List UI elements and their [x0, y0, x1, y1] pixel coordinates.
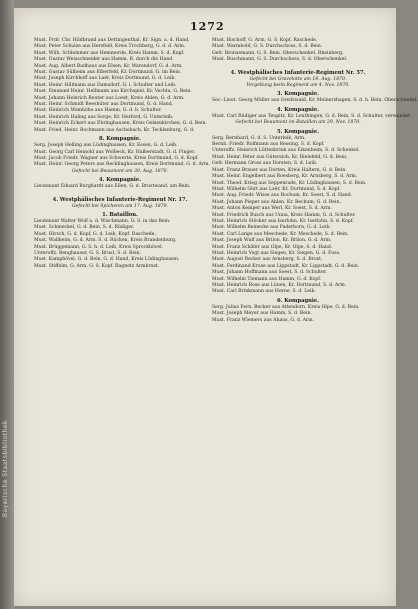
right-spacer	[212, 64, 384, 68]
right-heading: 3. Kompagnie.	[276, 91, 320, 98]
left-entry: Must. Brüggemann, G. S. h. d. Leib, Kreis Sprockhövel.	[34, 244, 164, 250]
right-entry: Must. Wilhelm Reinecke aus Paderborn, G. d. Leib.	[212, 225, 331, 231]
right-entry: Must. Joseph Wulf aus Brilon, Kr. Brilon, G. d. Arm.	[212, 238, 332, 244]
right-entry: Must. Anton Kemper aus Werl, Kr. Soest, S. d. Arm.	[212, 206, 332, 212]
left-entry: Must. Emanuel Heinr. Hellmann aus Kirchspiel, Kr. Vechta, G. Bein.	[34, 89, 192, 95]
library-watermark: Bayerische Staatsbibliothek	[2, 420, 9, 518]
right-entry: Must. Buschmann, G. S. Durchschoss, S. d. Oberschenkel.	[212, 57, 348, 63]
left-entry: Must. Heinr. Schmidt Beeshüter aus Dortmund, G. d. Hand.	[34, 102, 174, 108]
left-entry: Must. Johann Heinrich Reuter aus Loest, Kreis Ahlen, G. d. Arm.	[34, 95, 185, 101]
left-subheading: Gefecht bei Spicheren am 17. Aug. 1870.	[72, 203, 168, 209]
left-entry: Lieutenant Walter Wolf a. d. Wischmann, G. S. in das Bein.	[34, 218, 171, 224]
right-heading: 4. Westphälisches Infanterie-Regiment Nr. 57.	[230, 69, 366, 76]
left-entry: Must. Joseph Kirchhoff aus Laër, Kreis Dortmund, G. d. Leib.	[34, 76, 176, 82]
left-entry: Must. Wilh. Schlemmer aus Hemmerde, Kreis Hamm, S. d. Kopf.	[34, 50, 185, 56]
page-number: 1272	[190, 20, 225, 33]
left-entry: Must. Frdr. Chr. Hildbrand aus Dettingenthal, Kr. Sign. a. d. Hand.	[34, 38, 190, 43]
document-page	[14, 8, 418, 606]
right-heading: 5. Kompagnie.	[276, 128, 320, 135]
left-entry: Must. Jacob Friedr. Wagner aus Schwerte, Kreis Dortmund, G. d. Kopf.	[34, 155, 199, 161]
left-entry: Must. Wallheim, G. d. Arm. S. d. Rücken, Kreis Brandenburg.	[34, 238, 177, 244]
right-entry: Must. Carl Lange aus Meschede, Kr. Meschede, S. d. Bein.	[212, 231, 349, 237]
left-entry: Must. Gustav Weisschneider aus Hamm, R. durch die Hand.	[34, 57, 174, 63]
right-heading: 6. Kompagnie.	[276, 297, 320, 304]
left-entry: Must. Aug. Albert Badhaus aus Elsen, Kr. Warendorf, G. d. Arm.	[34, 63, 183, 69]
left-entry: Must. Fried. Heinr. Bochmann aus Aschebach, Kr. Tecklenburg, G. d.	[34, 127, 195, 133]
right-subheading: Gefecht bei Beaumont im Bataillon am 29. Nov. 1870.	[235, 120, 361, 126]
right-entry: Must. Heinrich Rose aus Lünen, Kr. Dortmund, S. d. Arm.	[212, 283, 347, 288]
right-entry: Must. Aug. Friedr. Wisse aus Bochum, Kr. Soest, S. d. Hand.	[212, 193, 353, 199]
left-entry: Serg. Joseph Helling aus Lüdinghausen, Kr. Essen, G. d. Leib.	[34, 143, 178, 149]
left-entry: Must. Heinrich Wemhöhe aus Hamm, G. d. b. Schulter.	[34, 108, 162, 114]
left-heading: 1. Bataillon.	[102, 211, 138, 218]
right-entry: Must. Heinr. Peter aus Gütersloh, Kr. Bielefeld, G. d. Bein.	[212, 154, 348, 160]
left-entry: Must. Heinrich Eckert aus Ehringhausen, Kreis Gelsenkirchen, G. d. Bein.	[34, 121, 207, 127]
right-entry: Must. Friedrich Busch aus Unna, Kreis Hamm, G. d. Schulter.	[212, 212, 356, 218]
right-entry: Must. Wilhelm Tiemann aus Hamm, G. d. Kopf.	[212, 276, 322, 282]
left-heading: 4. Westphälisches Infanterie-Regiment Nr. 17.	[52, 196, 188, 203]
right-entry: Unteroffz. Heinrich Lüttenbrink aus Eikenheim, S. d. Schenkel.	[212, 148, 360, 154]
right-entry: Gefr. Hermann Gross aus Dorsten, S. d. Leib.	[212, 161, 318, 167]
right-entry: Must. Ferdinand Kruse aus Lippstadt, Kr. Lippstadt, G. d. Bein.	[212, 263, 360, 269]
left-entry: Must. Schmeckel, G. d. Bein, S. d. Rüdiger.	[34, 225, 135, 231]
left-heading: 8. Kompagnie.	[98, 136, 142, 143]
left-entry: Must. Hirsch, G. d. Kopf, G. d. Leib, Kopf. Raschede.	[34, 231, 156, 237]
right-entry: Must. Heinrich Vogt aus Siegen, Kr. Siegen, G. d. Fuss.	[212, 250, 341, 256]
right-entry: Must. Carl Rüdiger aus Teupitz, Kr. Leuthingen, G. d. Bein, S. d. Schulter, verwundet.	[212, 113, 412, 119]
right-entry: Must. Heinr. Engelbert aus Roesberg, Kr. Arnsberg, S. d. Arm.	[212, 174, 358, 180]
left-entry: Must. Heinr. Hillmann aus Damsdorf, G. i. Schulter und Leib.	[34, 82, 177, 88]
left-entry: Must. Peter Schulze aus Herzfeld, Kreis Trochberg, G. d. d. Arm.	[34, 44, 186, 50]
right-entry: Sec.-Lieut. Georg Müller aus Greifswald, Kr. Meinerzhagen, S. d. h. Bein, Oberschenkel.	[212, 98, 418, 104]
right-entry: Must. Wilhelm Gürt aus Laër, Kr. Dortmund, S. d. Kopf.	[212, 186, 341, 192]
right-heading: 4. Kompagnie.	[276, 106, 320, 113]
left-heading: 4. Kompagnie.	[98, 177, 142, 184]
left-entry: Must. Heinr. Georg Peters aus Recklinghausen, Kreis Dortmund, G. d. Arm.	[34, 162, 210, 168]
right-subheading: Vergeltung beim Regiment am 4. Nov. 1870.	[246, 83, 350, 89]
right-subheading: Gefecht bei Gravelotte am 18. Aug. 1870.	[249, 76, 347, 82]
left-entry: Must. Gustav Sülheim aus Elberfeld, Kr. Dortmund, G. im Bein.	[34, 70, 182, 76]
right-entry: Gefr. Bronsemann, G. S. Bein. Oberschenkel, Rheinberg.	[212, 50, 344, 56]
scan-edge	[0, 0, 14, 609]
right-entry: Must. Johann Hoffmann aus Soest, S. d. Schulter.	[212, 270, 327, 276]
left-entry: Must. Georg Carl Heinold aus Wolbeck, Kr. Halberstadt, G. d. Finger.	[34, 149, 196, 155]
right-entry: Must. Franz Brauer aus Dorten, Kreis Haltern, G. d. Bein.	[212, 167, 347, 173]
right-entry: Must. August Becker aus Arnsberg, S. d. Brust.	[212, 257, 323, 263]
right-entry: Must. Warmbold, G. S. Durchschoss, S. d. Bein.	[212, 44, 323, 50]
left-subheading: Gefecht bei Beaumont am 30. Aug. 1870.	[71, 168, 169, 174]
right-entry: Must. Joseph Meyer aus Hamm, S. d. Bein.	[212, 311, 312, 317]
right-entry: Serg. Julius Fern. Becker aus Attendorn, Kreis Olpe, G. d. Bein.	[212, 304, 360, 310]
left-entry: Lieutenant Eduard Burghardt aus Eilen, G. d. Brustwand, am Bein.	[34, 184, 191, 190]
left-column	[34, 38, 210, 270]
left-entry: Must. Stiffelm, G. Arm, G. S. Kopf. Ragnetz Armbrust.	[34, 263, 160, 269]
right-entry: Must. Franz Schäfer aus Olpe, Kr. Olpe, S. d. Hand.	[212, 244, 333, 250]
left-spacer	[34, 191, 206, 195]
right-entry: Must. Theod. Krieg aus Seppenrade, Kr. Lüdinghausen, S. d. Bein.	[212, 180, 367, 186]
right-entry: Must. Heinrich Stöcker aus Iserlohn, Kr. Iserlohn, S. d. Kopf.	[212, 218, 354, 224]
right-entry: Must. Johann Pieper aus Ahlen, Kr. Beckum, G. d. Bein.	[212, 199, 341, 205]
left-entry: Must. Heinrich Haling aus Sorge, Kr. Herford, G. Unterleib.	[34, 114, 174, 120]
right-entry: Must. Bischoff, G. Arm, G. S. Kopf. Raschede.	[212, 38, 318, 43]
left-entry: Unteroffz. Benghauser, G. S. Brust, S. d. Bein.	[34, 250, 142, 256]
right-entry: Must. Carl Brinkmann aus Herne, S. d. Leib.	[212, 289, 316, 295]
right-entry: Must. Franz Wiemers aus Ahaus, G. d. Arm.	[212, 317, 315, 323]
right-entry: Bernh. Friedr. Rolfmann aus Ressing, S. d. Kopf.	[212, 142, 325, 148]
left-entry: Must. Kamphövel, G. d. Bein. G. d. Hand, Kreis Lüdinghausen.	[34, 257, 180, 263]
right-entry: Serg. Bernhard, G. d. S. Unterleib, Arm.	[212, 135, 306, 141]
right-column	[212, 38, 418, 324]
